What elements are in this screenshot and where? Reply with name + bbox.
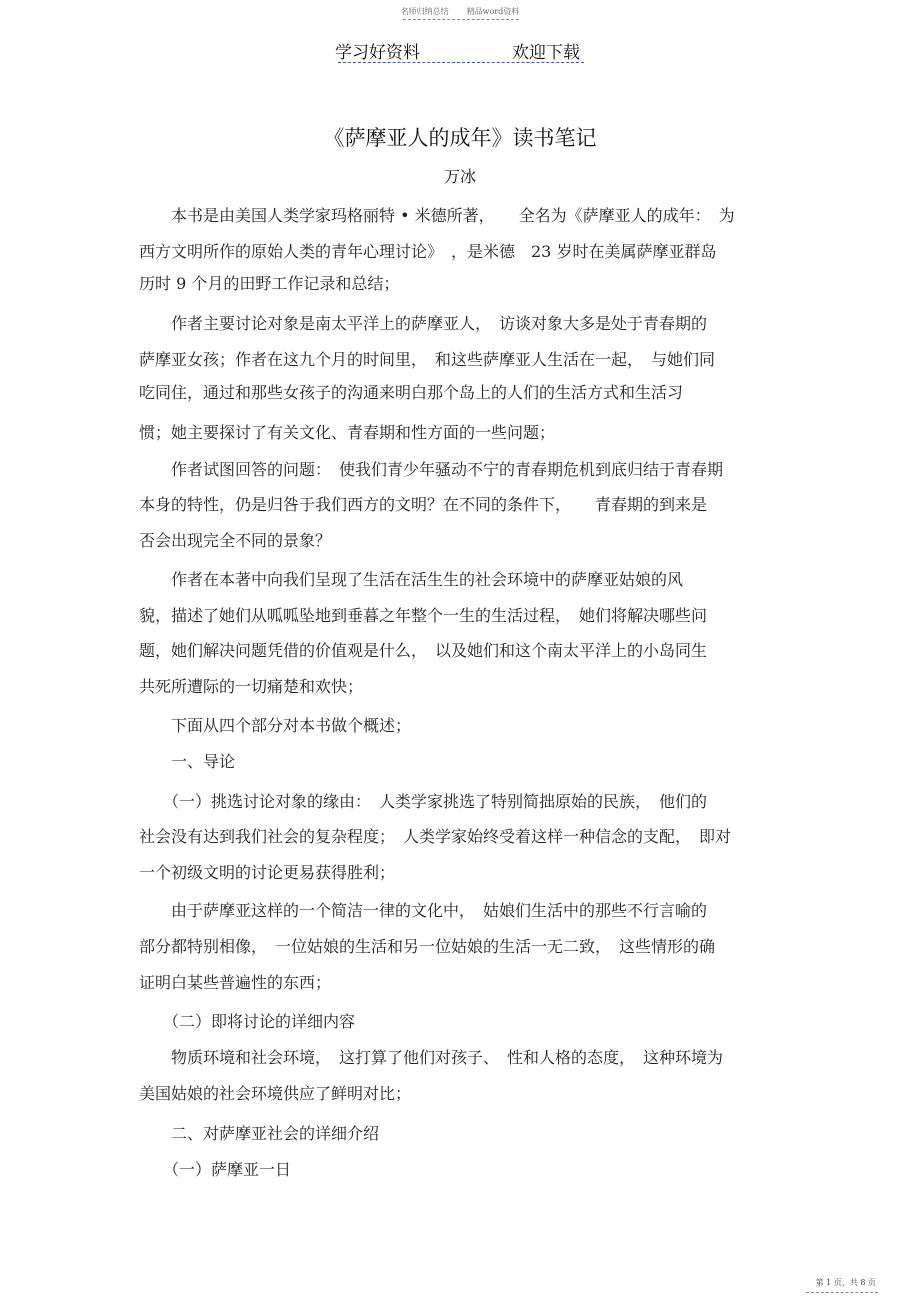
body-line: （二）即将讨论的详细内容 <box>139 1012 356 1031</box>
body-line: 物质环境和社会环境， 这打算了他们对孩子、 性和人格的态度， 这种环境为 <box>139 1048 724 1067</box>
body-line: 萨摩亚女孩；作者在这九个月的时间里， 和这些萨摩亚人生活在一起， 与她们同 <box>139 350 716 369</box>
header-left: 学习好资料 <box>335 43 420 63</box>
page-number: 第 1 页，共 8 页 <box>815 1278 876 1287</box>
body-line: 证明白某些普遍性的东西； <box>139 973 332 992</box>
footer-divider <box>806 1292 878 1293</box>
body-line: 二、对萨摩亚社会的详细介绍 <box>139 1124 380 1143</box>
body-line: 吃同住，通过和那些女孩子的沟通来明白那个岛上的人们的生活方式和生活习 <box>139 383 684 402</box>
body-line: （一）挑选讨论对象的缘由： 人类学家挑选了特别简拙原始的民族， 他们的 <box>139 792 708 811</box>
header-divider <box>338 62 584 63</box>
watermark-right: 精品word资料 <box>466 7 520 16</box>
body-line: 下面从四个部分对本书做个概述； <box>139 716 412 735</box>
body-line: 题，她们解决问题凭借的价值观是什么， 以及她们和这个南太平洋上的小岛同生 <box>139 641 708 660</box>
body-line: 由于萨摩亚这样的一个简洁一律的文化中， 姑娘们生活中的那些不行言喻的 <box>139 901 708 920</box>
body-line: 西方文明所作的原始人类的青年心理讨论》 ，是米德 23 岁时在美属萨摩亚群岛 <box>139 242 717 261</box>
header-right: 欢迎下载 <box>512 43 580 63</box>
watermark-divider <box>403 19 519 20</box>
body-line: 共死所遭际的一切痛楚和欢快； <box>139 677 364 696</box>
body-line: 历时 9 个月的田野工作记录和总结； <box>139 274 400 293</box>
body-line: 本书是由美国人类学家玛格丽特 • 米德所著， 全名为《萨摩亚人的成年： 为 <box>139 206 735 225</box>
body-line: （一）萨摩亚一日 <box>139 1160 292 1179</box>
body-line: 作者主要讨论对象是南太平洋上的萨摩亚人， 访谈对象大多是处于青春期的 <box>139 314 708 333</box>
watermark <box>0 6 920 17</box>
document-author: 万冰 <box>443 167 476 186</box>
document-title: 《萨摩亚人的成年》读书笔记 <box>323 126 597 150</box>
watermark-left: 名师归纳总结 <box>400 7 449 16</box>
body-line: 否会出现完全不同的景象？ <box>139 531 332 550</box>
body-line: 部分都特别相像， 一位姑娘的生活和另一位姑娘的生活一无二致， 这些情形的确 <box>139 937 716 956</box>
body-line: 作者在本著中向我们呈现了生活在活生生的社会环境中的萨摩亚姑娘的风 <box>139 570 684 589</box>
body-line: 美国姑娘的社会环境供应了鲜明对比； <box>139 1084 412 1103</box>
body-line: 一个初级文明的讨论更易获得胜利； <box>139 863 396 882</box>
body-line: 一、导论 <box>139 752 236 771</box>
body-line: 惯；她主要探讨了有关文化、青春期和性方面的一些问题； <box>139 423 556 442</box>
body-line: 本身的特性，仍是归咎于我们西方的文明？在不同的条件下， 青春期的到来是 <box>139 495 708 514</box>
body-line: 貌，描述了她们从呱呱坠地到垂暮之年整个一生的生活过程， 她们将解决哪些问 <box>139 606 708 625</box>
body-line: 社会没有达到我们社会的复杂程度； 人类学家始终受着这样一种信念的支配， 即对 <box>139 827 732 846</box>
body-line: 作者试图回答的问题： 使我们青少年骚动不宁的青春期危机到底归结于青春期 <box>139 460 724 479</box>
